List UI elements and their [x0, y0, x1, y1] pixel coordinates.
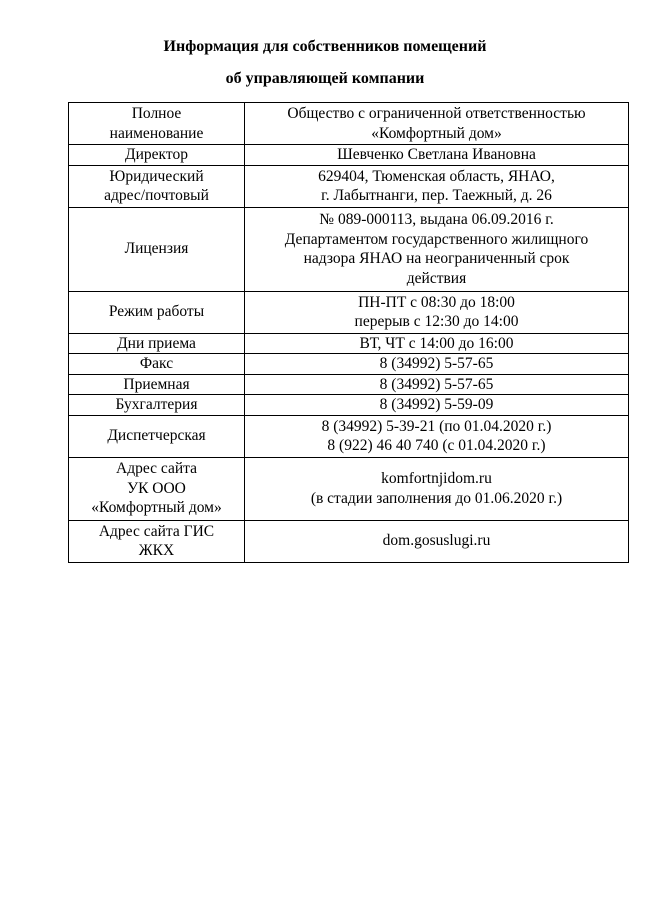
table-row: [69, 520, 629, 562]
table-row: [69, 145, 629, 166]
row-label: [69, 145, 245, 166]
label-line: Режим работы: [108, 303, 205, 321]
label-line: Дни приема: [117, 334, 196, 352]
value-line: Шевченко Светлана Ивановна: [337, 146, 536, 163]
value-line: 629404, Тюменская область, ЯНАО,: [318, 167, 555, 185]
row-label: [69, 395, 245, 416]
row-label: [69, 415, 245, 457]
value-line: надзора ЯНАО на неограниченный срок: [303, 250, 570, 267]
label-line: ЖКХ: [138, 542, 175, 559]
value-line: ВТ, ЧТ с 14:00 до 16:00: [359, 334, 514, 352]
table-row: [69, 207, 629, 291]
table-row: [69, 457, 629, 520]
table-row: [69, 354, 629, 375]
value-line: Департаментом государственного жилищного: [284, 230, 589, 248]
row-value: [245, 165, 629, 207]
row-value: [245, 354, 629, 375]
row-label: [69, 333, 245, 354]
row-value: [245, 457, 629, 520]
row-value: [245, 103, 629, 145]
label-line: Адрес сайта: [116, 460, 197, 478]
value-line: (в стадии заполнения до 01.06.2020 г.): [310, 489, 563, 507]
row-value: [245, 145, 629, 166]
table-row: [69, 395, 629, 416]
table-row: [69, 415, 629, 457]
value-line: dom.gosuslugi.ru: [382, 532, 491, 550]
row-value: [245, 333, 629, 354]
table-row: [69, 165, 629, 207]
label-line: Бухгалтерия: [115, 396, 198, 413]
row-label: [69, 165, 245, 207]
row-label: [69, 291, 245, 333]
label-line: наименование: [109, 124, 204, 142]
label-line: Диспетчерская: [107, 427, 206, 445]
company-info-table: [68, 102, 629, 563]
value-line: 8 (34992) 5-39-21 (по 01.04.2020 г.): [321, 417, 552, 435]
value-line: 8 (34992) 5-57-65: [379, 355, 494, 372]
row-value: [245, 395, 629, 416]
value-line: «Комфортный дом»: [371, 124, 502, 142]
document-subtitle: об управляющей компании: [225, 70, 425, 87]
label-line: Полное: [131, 105, 182, 122]
row-label: [69, 354, 245, 375]
label-line: УК ООО: [127, 479, 186, 497]
row-value: [245, 207, 629, 291]
value-line: № 089-000113, выдана 06.09.2016 г.: [319, 211, 554, 228]
value-line: перерыв с 12:30 до 14:00: [354, 313, 519, 330]
row-value: [245, 291, 629, 333]
value-line: г. Лабытнанги, пер. Таежный, д. 26: [321, 187, 552, 204]
value-line: 8 (922) 46 40 740 (с 01.04.2020 г.): [327, 437, 546, 454]
label-line: Адрес сайта ГИС: [98, 522, 215, 540]
table-row: [69, 333, 629, 354]
label-line: Лицензия: [124, 240, 189, 258]
label-line: «Комфортный дом»: [91, 499, 222, 517]
label-line: Юридический: [109, 167, 204, 185]
row-label: [69, 457, 245, 520]
table-row: [69, 374, 629, 395]
table-row: [69, 103, 629, 145]
row-value: [245, 520, 629, 562]
label-line: Директор: [125, 146, 188, 163]
label-line: адрес/почтовый: [104, 187, 209, 204]
value-line: действия: [406, 269, 467, 287]
row-label: [69, 374, 245, 395]
value-line: Общество с ограниченной ответственностью: [287, 105, 586, 122]
row-label: [69, 103, 245, 145]
row-label: [69, 207, 245, 291]
label-line: Факс: [139, 355, 174, 372]
document-title: Информация для собственников помещений: [163, 38, 487, 55]
table-row: [69, 291, 629, 333]
value-line: 8 (34992) 5-59-09: [379, 396, 494, 413]
value-line: ПН-ПТ с 08:30 до 18:00: [358, 293, 515, 311]
row-value: [245, 415, 629, 457]
value-line: 8 (34992) 5-57-65: [379, 375, 494, 393]
label-line: Приемная: [123, 375, 190, 393]
value-line: komfortnjidom.ru: [381, 470, 492, 487]
row-value: [245, 374, 629, 395]
row-label: [69, 520, 245, 562]
